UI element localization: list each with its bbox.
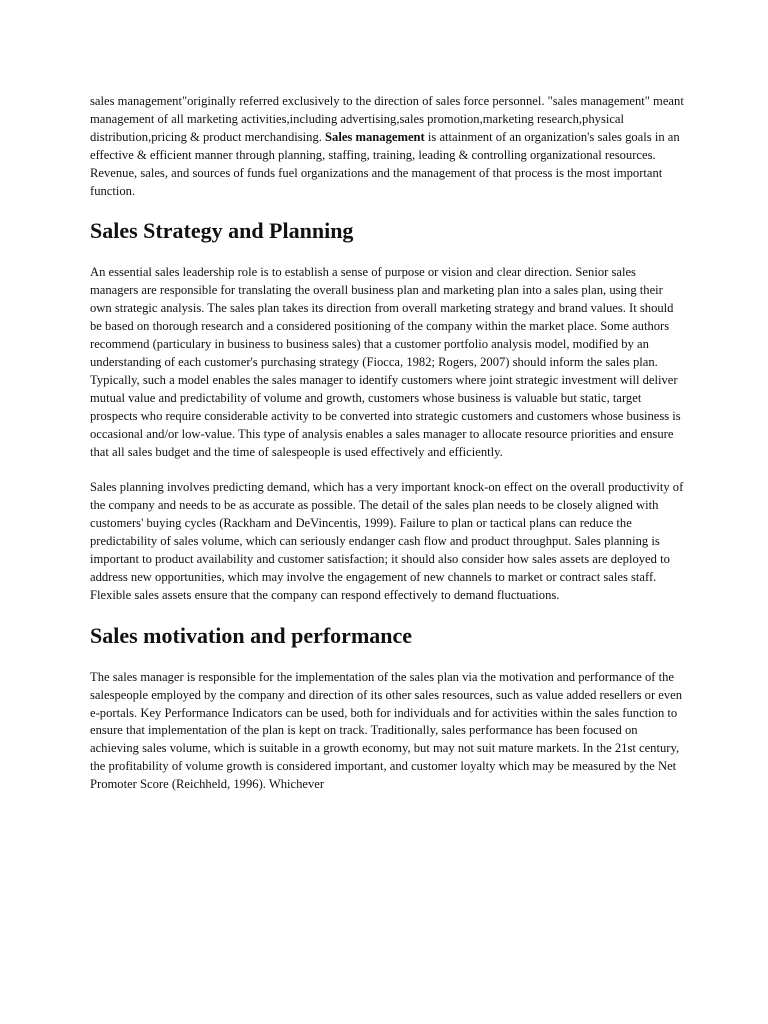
section-heading-strategy: Sales Strategy and Planning — [90, 218, 354, 244]
intro-text-part2: is attainment of an organization's sales goals in an effective & efficient manner through planning, staffing, training, leading & controlling organizational resources. Revenue, sales, and sources of funds fuel organizations and the management of that process is the most important function. — [90, 129, 680, 198]
intro-bold-term: Sales management — [325, 129, 425, 144]
intro-paragraph — [90, 93, 686, 200]
section-heading-motivation: Sales motivation and performance — [90, 622, 413, 648]
strategy-paragraph-2: Sales planning involves predicting demand, which has a very important knock-on effect on the overall productivity of the company and needs to be as accurate as possible. The detail of the sales plan needs to be closely aligned with customers' buying cycles (Rackham and DeVincentis, 1999). Failure to plan or tactical plans can reduce the predictability of sales volume, which can seriously endanger cash flow and product throughput. Sales planning is important to product availability and customer satisfaction; it should also consider how sales assets are deployed to address new opportunities, which may involve the engagement of new channels to market or contract sales staff. Flexible sales assets ensure that the company can respond effectively to demand fluctuations. — [90, 480, 684, 602]
strategy-paragraph-1: An essential sales leadership role is to establish a sense of purpose or vision and clear direction. Senior sales managers are responsible for translating the overall business plan and marketing plan into a sales plan, using their own strategic analysis. The sales plan takes its direction from overall marketing strategy and brand values. It should be based on thorough research and a considered positioning of the company within the market place. Some authors recommend (particulary in business to business sales) that a customer portfolio analysis model, modified by an understanding of each customer's purchasing strategy (Fiocca, 1982; Rogers, 2007) should inform the sales plan. Typically, such a model enables the sales manager to identify customers where joint strategic investment will deliver mutual value and predictability of volume and growth, customers whose business is valuable but static, target prospects who require considerable activity to be converted into strategic customers and customers whose business is occasional and/or low-value. This type of analysis enables a sales manager to allocate resource priorities and ensure that all sales budget and the time of salespeople is used effectively and efficiently. — [90, 265, 681, 459]
intro-text-part1: sales management"originally referred exclusively to the direction of sales force personnel. "sales management" meant management of all marketing activities,including advertising,sales promotion,marketing research,physical distribution,pricing & product merchandising. — [90, 94, 684, 144]
document-page — [90, 93, 686, 812]
motivation-paragraph-1: The sales manager is responsible for the implementation of the sales plan via the motivation and performance of the salespeople employed by the company and direction of its other sales resources, such as value added resellers or even e-portals. Key Performance Indicators can be used, both for individuals and for activities within the sales function to ensure that implementation of the plan is kept on track. Traditionally, sales performance has been focused on achieving sales volume, which is suitable in a growth economy, but may not suit mature markets. In the 21st century, the profitability of volume growth is considered important, and customer loyalty which may be measured by the Net Promoter Score (Reichheld, 1996). Whichever — [90, 669, 683, 792]
